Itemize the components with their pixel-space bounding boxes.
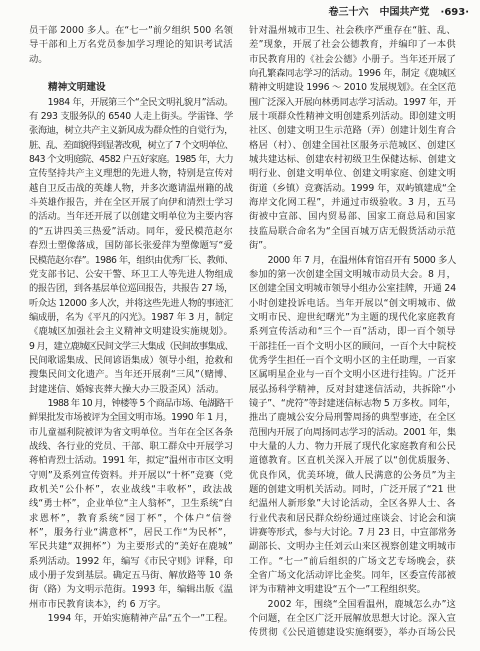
- text-line: 传贯彻《公民道德建设实施纲要》，举办百场公民: [249, 627, 456, 639]
- text-line: 社区、创建文明卫生示范路（弄）创建计划生育合: [249, 125, 456, 137]
- text-line: 街被中宣部、国内贸易部、国家工商总局和国家: [249, 211, 456, 223]
- text-line: 差”现象，开展了社会公德教育，并编印了一本供: [249, 39, 456, 51]
- text-line: 导干部和上万名党员参加学习理论的知识考试活: [29, 39, 233, 51]
- text-line: 区属明星企业与一百个文明小区进行挂钩。广泛开: [249, 369, 456, 381]
- paragraph: [29, 96, 233, 397]
- left-column: [29, 24, 233, 626]
- section-label: 中国共产党: [379, 7, 430, 18]
- text-line: 民间歌谣集成、民间谚语集成）领导小组，抢救和: [29, 354, 233, 366]
- text-line: 街（路）为文明示范街。1993 年，编辑出版《温: [29, 584, 233, 596]
- text-line: 街”。: [249, 240, 273, 252]
- text-line: 城共建达标、创建农村初级卫生保健达标、创建文: [249, 154, 456, 166]
- text-line: 编成册，名为《平凡的闪光》。1987 年 3 月，制定: [29, 311, 233, 323]
- text-line: 格居（村）、创建全国社区服务示范城区、创建区: [249, 139, 456, 151]
- volume-label: 卷三十六: [328, 7, 369, 18]
- text-line: 展十项群众性精神文明创建系列活动。即创建文明: [249, 111, 456, 123]
- text-line: 针对温州城市卫生、社会秩序严重存在“脏、乱、: [249, 25, 456, 36]
- text-line: 843 个文明庭院、4582 户五好家庭。1985 年，大力: [29, 154, 233, 166]
- text-line: 参加的第一次创建全国文明城市动员大会。8 月，: [249, 268, 456, 280]
- text-line: 中大量的人力、物力开展了现代化家庭教育和公民: [249, 440, 456, 452]
- text-line: 杯”，服务行业“满意杯”，居民工作“为民杯”，: [29, 527, 233, 539]
- text-line: 党支部书记、公安干警、环卫工人等先进人物组成: [29, 268, 233, 280]
- paragraph: [29, 24, 233, 67]
- text-line: 1984 年，开展第三个“全民文明礼貌月”活动。: [47, 96, 233, 108]
- right-column: [249, 24, 456, 641]
- text-line: 题的创建文明机关活动。同时，广泛开展了“21 世: [249, 484, 456, 495]
- spacer: [29, 67, 233, 81]
- paragraph: [249, 598, 456, 641]
- text-line: 系列活动。1992 年，编写《市民守则》评释，印: [29, 555, 233, 567]
- text-line: 线“勇士杯”，企业单位“主人翁杯”，卫生系统“白: [29, 498, 233, 510]
- text-line: 脏、乱、差面貌得到显著改观，树立了 7 个文明单位、: [29, 139, 233, 151]
- text-line: 向孔繁森同志学习的活动。1996 年，制定《鹿城区: [249, 68, 456, 80]
- text-line: 成小册子发到基层。确定五马街、解放路等 10 条: [29, 570, 233, 582]
- text-line: 斗英雄作报告，并在全区开展了向伊和清烈士学习: [29, 197, 233, 209]
- text-line: 全省广场文化活动评比金奖。同年，区委宣传部被: [249, 570, 456, 582]
- text-line: 民模范赵尔春”。1986 年，组织由优秀厂长、教师、: [29, 254, 233, 266]
- text-line: 镜子”、“虎符”等封建迷信标志物 5 万多枚。同年，: [249, 397, 456, 409]
- text-line: 张海迪，树立共产主义新风成为群众性的自觉行为，: [29, 125, 233, 137]
- text-line: 2000 年 7 月，在温州体育馆召开有 5000 多人: [267, 254, 456, 266]
- text-line: 行业代表和居民群众纷纷通过座谈会、讨论会和演: [249, 512, 456, 524]
- text-line: 评为市精神文明建设“五个一”工程组织奖。: [249, 584, 426, 596]
- text-line: 优秀学生担任一百个文明小区的主任助理，一百家: [249, 354, 456, 366]
- text-line: 工作。“七一”前后组织的广场文艺专场晚会，获: [249, 555, 456, 567]
- text-line: 精神文明建设 1996 ～ 2010 发展规划》。在全区范: [249, 82, 456, 94]
- page-number: ·693·: [440, 7, 469, 18]
- text-line: 小时创建投诉电话。当年开展以“创文明城市、做: [249, 297, 456, 309]
- text-line: 讲赛等形式，参与大讨论。7 月 23 日，中宣部常务: [249, 527, 456, 539]
- text-line: 州市市民教育读本》，约 6 万字。: [29, 598, 167, 610]
- text-line: 推出了鹿城公安分局刑警周扬的典型事迹，在全区: [249, 412, 456, 424]
- text-line: 求恩杯”，教育系统“园丁杯”，个体户“信誉: [29, 512, 233, 524]
- text-line: 围广泛深入开展向林勇同志学习活动。1997 年，开: [249, 96, 456, 108]
- text-line: 副部长、文明办主任刘云山来区视察创建文明城市: [249, 541, 456, 553]
- paragraph: [249, 24, 456, 254]
- text-line: 的报告团，到各基层单位巡回报告，共报告 27 场，: [29, 283, 233, 295]
- text-line: 守则”及系列宣传资料。并开展以“十杯”竞赛（党: [29, 469, 233, 481]
- text-line: 明行业、创建文明单位、创建文明家庭、创建文明: [249, 168, 456, 180]
- text-line: 有 293 支服务队的 6540 人走上街头。学雷锋、学: [29, 111, 233, 123]
- text-line: 《鹿城区加强社会主义精神文明建设实施规划》。: [29, 326, 233, 338]
- text-line: 听众达 12000 多人次，并将这些先进人物的事迹汇: [29, 297, 233, 309]
- text-line: 军民共建“双拥杯”）为主要形式的“美好在鹿城”: [29, 541, 233, 553]
- text-line: 的“五讲四美三热爱”活动。同年，爱民模范赵尔: [29, 225, 233, 237]
- text-line: 的活动。当年还开展了以创建文明单位为主要内容: [29, 211, 233, 223]
- text-line: 动。: [29, 53, 48, 65]
- text-line: 2002 年，围绕“全国看温州，鹿城怎么办”这: [267, 598, 456, 610]
- text-line: 市民教育用的《社会公德》小册子。当年还开展了: [249, 53, 456, 65]
- text-line: 春烈士塑像落成，国防部长张爱萍为塑像题写“爱: [29, 240, 233, 252]
- section-heading: 精神文明建设: [48, 82, 106, 94]
- text-line: 街道（乡镇）竞赛活动。1999 年，双屿镇建成“全: [249, 182, 456, 194]
- text-line: 纪温州人新形象”大讨论活动，全区各界人士、各: [249, 498, 456, 510]
- text-line: 1988 年 10 月，钟楼等 5 个商品市场、龟湖路干: [47, 397, 233, 409]
- text-line: 蒋柏青烈士活动。1991 年，拟定“温州市市区文明: [29, 455, 233, 467]
- text-line: 市儿童福利院被评为省文明单位。当年在全区各条: [29, 426, 233, 438]
- text-line: 范围内开展了向周扬同志学习的活动。2001 年，集: [249, 426, 456, 438]
- running-header: [329, 6, 469, 20]
- text-line: 鲜果批发市场被评为全国文明市场。1990 年 1 月，: [29, 412, 233, 424]
- text-line: 道德教育。区直机关深入开展了以“创优质服务、: [249, 455, 456, 467]
- text-line: 展弘扬科学精神，反对封建迷信活动，共拆除“小: [249, 383, 456, 395]
- text-line: 干部挂任一百个文明小区的顾问，一百个大中院校: [249, 340, 456, 352]
- text-line: 技监局联合命名为“全国百城万店无假货活动示范: [249, 225, 456, 237]
- text-line: 9 月，建立鹿城区民间文学三大集成（民间故事集成、: [29, 340, 233, 352]
- text-line: 员干部 2000 多人。在“七一”前夕组织 500 名领: [29, 25, 233, 36]
- text-line: 搜集民间文化遗产。当年还开展刹“三风”（赌博、: [29, 369, 233, 381]
- text-line: 宣传坚持共产主义理想的先进人物，特别是宣传对: [29, 168, 233, 180]
- text-line: 政机关“公仆杯”，农业战线“丰收杯”，政法战: [29, 484, 233, 495]
- text-line: 越自卫反击战的英雄人物，并多次邀请温州籍的战: [29, 182, 233, 194]
- text-line: 战线、各行业的党员、干部、职工群众中开展学习: [29, 440, 233, 452]
- text-line: 个问题，在全区广泛开展解放思想大讨论。深入宣: [249, 613, 456, 625]
- text-line: 文明市民、迎世纪曙光”为主题的现代化家庭教育: [249, 311, 456, 323]
- paragraph: [29, 397, 233, 612]
- text-line: 优良作风，优美环境，做人民满意的公务员”为主: [249, 469, 456, 481]
- paragraph: [29, 612, 233, 626]
- text-line: 海岸文化网工程”，并通过市级验收。3 月，五马: [249, 197, 456, 209]
- text-line: 系列宣传活动和“三个一百”活动，即一百个领导: [249, 326, 456, 338]
- text-line: 1994 年，开始实施精神产品“五个一”工程。: [47, 613, 233, 625]
- text-line: 区创建全国文明城市领导小组办公室挂牌，开通 24: [249, 283, 456, 295]
- text-line: 封建迷信、婚嫁丧葬大操大办三股歪风）活动。: [29, 383, 225, 395]
- paragraph: [249, 254, 456, 598]
